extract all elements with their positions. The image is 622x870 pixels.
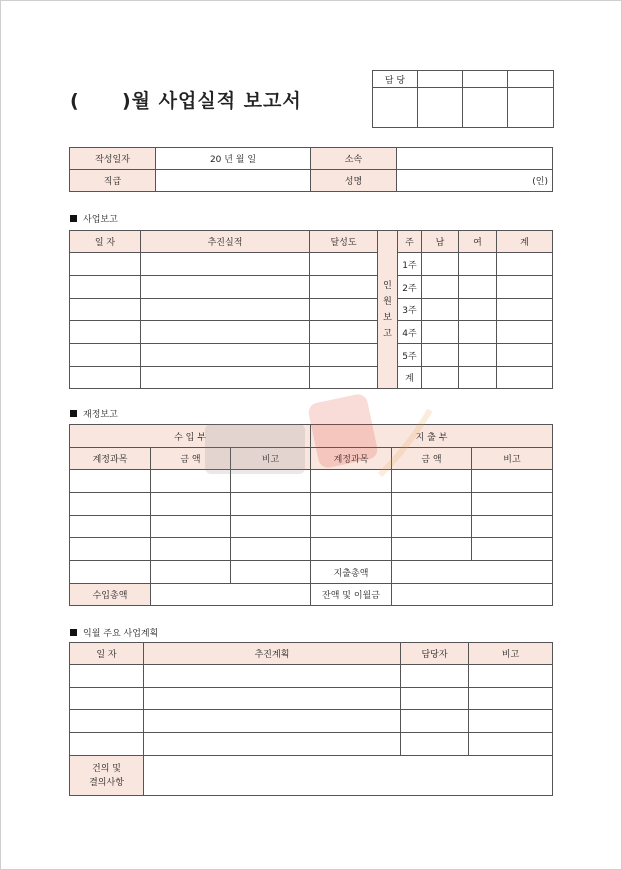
- expense-total-field[interactable]: [392, 561, 553, 584]
- approval-header-cell: [463, 71, 508, 88]
- col-total-header: 계: [497, 231, 553, 253]
- table-cell[interactable]: [70, 299, 141, 321]
- table-cell[interactable]: [311, 516, 392, 538]
- table-cell[interactable]: [459, 276, 497, 299]
- table-cell[interactable]: [422, 344, 459, 367]
- income-account-header: 계정과목: [70, 448, 151, 470]
- table-cell[interactable]: [422, 253, 459, 276]
- staff-report-label: 인원보고: [378, 231, 398, 389]
- table-cell[interactable]: [422, 321, 459, 344]
- table-cell[interactable]: [310, 253, 378, 276]
- approval-sign-cell[interactable]: [508, 88, 554, 128]
- table-cell[interactable]: [392, 493, 472, 516]
- approval-table: [372, 70, 554, 128]
- expense-account-header: 계정과목: [311, 448, 392, 470]
- table-cell[interactable]: [311, 493, 392, 516]
- seal-mark: (인): [532, 177, 548, 187]
- col-perf-header: 추진실적: [141, 231, 310, 253]
- table-cell[interactable]: [472, 538, 553, 561]
- week-label: 2주: [398, 276, 422, 299]
- table-cell[interactable]: [459, 321, 497, 344]
- table-cell[interactable]: [459, 344, 497, 367]
- table-cell[interactable]: [151, 561, 231, 584]
- table-cell[interactable]: [151, 493, 231, 516]
- approval-label: 담 당: [373, 71, 418, 88]
- business-section-heading: 사업보고: [70, 212, 118, 225]
- table-cell[interactable]: [469, 688, 553, 710]
- table-cell[interactable]: [311, 470, 392, 493]
- plan-table: [69, 642, 553, 796]
- col-female-header: 여: [459, 231, 497, 253]
- expense-total-label: 지출총액: [311, 561, 392, 584]
- approval-sign-cell[interactable]: [463, 88, 508, 128]
- plan-note-header: 비고: [469, 643, 553, 665]
- table-cell[interactable]: [141, 321, 310, 344]
- table-cell[interactable]: [144, 665, 401, 688]
- business-table: [69, 230, 553, 389]
- table-cell[interactable]: [141, 299, 310, 321]
- week-label: 5주: [398, 344, 422, 367]
- col-date-header: 일 자: [70, 231, 141, 253]
- table-cell[interactable]: [392, 516, 472, 538]
- income-total-field[interactable]: [151, 584, 311, 606]
- income-amount-header: 금 액: [151, 448, 231, 470]
- income-header: 수 입 부: [70, 425, 311, 448]
- table-cell[interactable]: [70, 253, 141, 276]
- table-cell[interactable]: [144, 710, 401, 733]
- table-cell[interactable]: [311, 538, 392, 561]
- table-cell[interactable]: [459, 367, 497, 389]
- table-cell[interactable]: [151, 516, 231, 538]
- table-cell[interactable]: [497, 367, 553, 389]
- table-cell[interactable]: [231, 561, 311, 584]
- expense-amount-header: 금 액: [392, 448, 472, 470]
- table-cell[interactable]: [401, 688, 469, 710]
- table-cell[interactable]: [469, 710, 553, 733]
- income-total-label: 수입총액: [70, 584, 151, 606]
- rank-label: 직급: [70, 170, 156, 192]
- table-cell[interactable]: [401, 665, 469, 688]
- suggestion-field[interactable]: [144, 756, 553, 796]
- expense-header: 지 출 부: [311, 425, 553, 448]
- table-cell[interactable]: [70, 538, 151, 561]
- table-cell[interactable]: [469, 733, 553, 756]
- table-cell[interactable]: [472, 516, 553, 538]
- suggestion-label: 건의 및 결의사항: [70, 756, 144, 796]
- table-cell[interactable]: [144, 733, 401, 756]
- table-cell[interactable]: [422, 276, 459, 299]
- document-title: ( )월 사업실적 보고서: [70, 90, 302, 112]
- col-male-header: 남: [422, 231, 459, 253]
- table-cell[interactable]: [141, 276, 310, 299]
- table-cell[interactable]: [231, 538, 311, 561]
- date-field[interactable]: 20 년 월 일: [156, 148, 311, 170]
- table-cell[interactable]: [70, 665, 144, 688]
- info-table: [69, 147, 553, 192]
- table-cell[interactable]: [469, 665, 553, 688]
- table-cell[interactable]: [151, 538, 231, 561]
- table-cell[interactable]: [472, 470, 553, 493]
- table-cell[interactable]: [310, 299, 378, 321]
- dept-label: 소속: [311, 148, 397, 170]
- name-label: 성명: [311, 170, 397, 192]
- plan-manager-header: 담당자: [401, 643, 469, 665]
- table-cell[interactable]: [401, 733, 469, 756]
- week-label: 계: [398, 367, 422, 389]
- square-bullet-icon: [70, 215, 77, 222]
- table-cell[interactable]: [310, 276, 378, 299]
- rank-field[interactable]: [156, 170, 311, 192]
- table-cell[interactable]: [231, 516, 311, 538]
- table-cell[interactable]: [497, 299, 553, 321]
- table-cell[interactable]: [70, 276, 141, 299]
- table-cell[interactable]: [310, 344, 378, 367]
- approval-header-cell: [508, 71, 554, 88]
- date-label: 작성일자: [70, 148, 156, 170]
- square-bullet-icon: [70, 629, 77, 636]
- table-cell[interactable]: [497, 344, 553, 367]
- approval-header-cell: [418, 71, 463, 88]
- table-cell[interactable]: [70, 344, 141, 367]
- table-cell[interactable]: [141, 344, 310, 367]
- table-cell[interactable]: [231, 493, 311, 516]
- table-cell[interactable]: [70, 470, 151, 493]
- table-cell[interactable]: [70, 516, 151, 538]
- approval-sign-cell[interactable]: [373, 88, 418, 128]
- square-bullet-icon: [70, 410, 77, 417]
- finance-table: [69, 424, 553, 606]
- table-cell[interactable]: [392, 538, 472, 561]
- table-cell[interactable]: [151, 470, 231, 493]
- table-cell[interactable]: [310, 367, 378, 389]
- income-note-header: 비고: [231, 448, 311, 470]
- approval-sign-cell[interactable]: [418, 88, 463, 128]
- col-achv-header: 달성도: [310, 231, 378, 253]
- finance-section-heading: 재정보고: [70, 407, 118, 420]
- expense-note-header: 비고: [472, 448, 553, 470]
- table-cell[interactable]: [310, 321, 378, 344]
- week-label: 3주: [398, 299, 422, 321]
- table-cell[interactable]: [401, 710, 469, 733]
- table-cell[interactable]: [70, 688, 144, 710]
- name-field[interactable]: [397, 170, 553, 192]
- table-cell[interactable]: [231, 470, 311, 493]
- table-cell[interactable]: [70, 733, 144, 756]
- table-cell[interactable]: [497, 253, 553, 276]
- table-cell[interactable]: [141, 253, 310, 276]
- balance-label: 잔액 및 이월금: [311, 584, 392, 606]
- week-label: 4주: [398, 321, 422, 344]
- dept-field[interactable]: [397, 148, 553, 170]
- table-cell[interactable]: [144, 688, 401, 710]
- plan-plan-header: 추진계획: [144, 643, 401, 665]
- table-cell[interactable]: [422, 299, 459, 321]
- week-label: 1주: [398, 253, 422, 276]
- balance-field[interactable]: [392, 584, 553, 606]
- table-cell[interactable]: [70, 367, 141, 389]
- table-cell[interactable]: [422, 367, 459, 389]
- table-cell[interactable]: [70, 321, 141, 344]
- table-cell[interactable]: [497, 321, 553, 344]
- table-cell[interactable]: [459, 299, 497, 321]
- table-cell[interactable]: [141, 367, 310, 389]
- table-cell[interactable]: [472, 493, 553, 516]
- table-cell[interactable]: [392, 470, 472, 493]
- table-cell[interactable]: [497, 276, 553, 299]
- plan-date-header: 일 자: [70, 643, 144, 665]
- plan-section-heading: 익월 주요 사업계획: [70, 626, 158, 639]
- table-cell[interactable]: [459, 253, 497, 276]
- table-cell[interactable]: [70, 710, 144, 733]
- col-week-header: 주: [398, 231, 422, 253]
- table-cell[interactable]: [70, 493, 151, 516]
- table-cell[interactable]: [70, 561, 151, 584]
